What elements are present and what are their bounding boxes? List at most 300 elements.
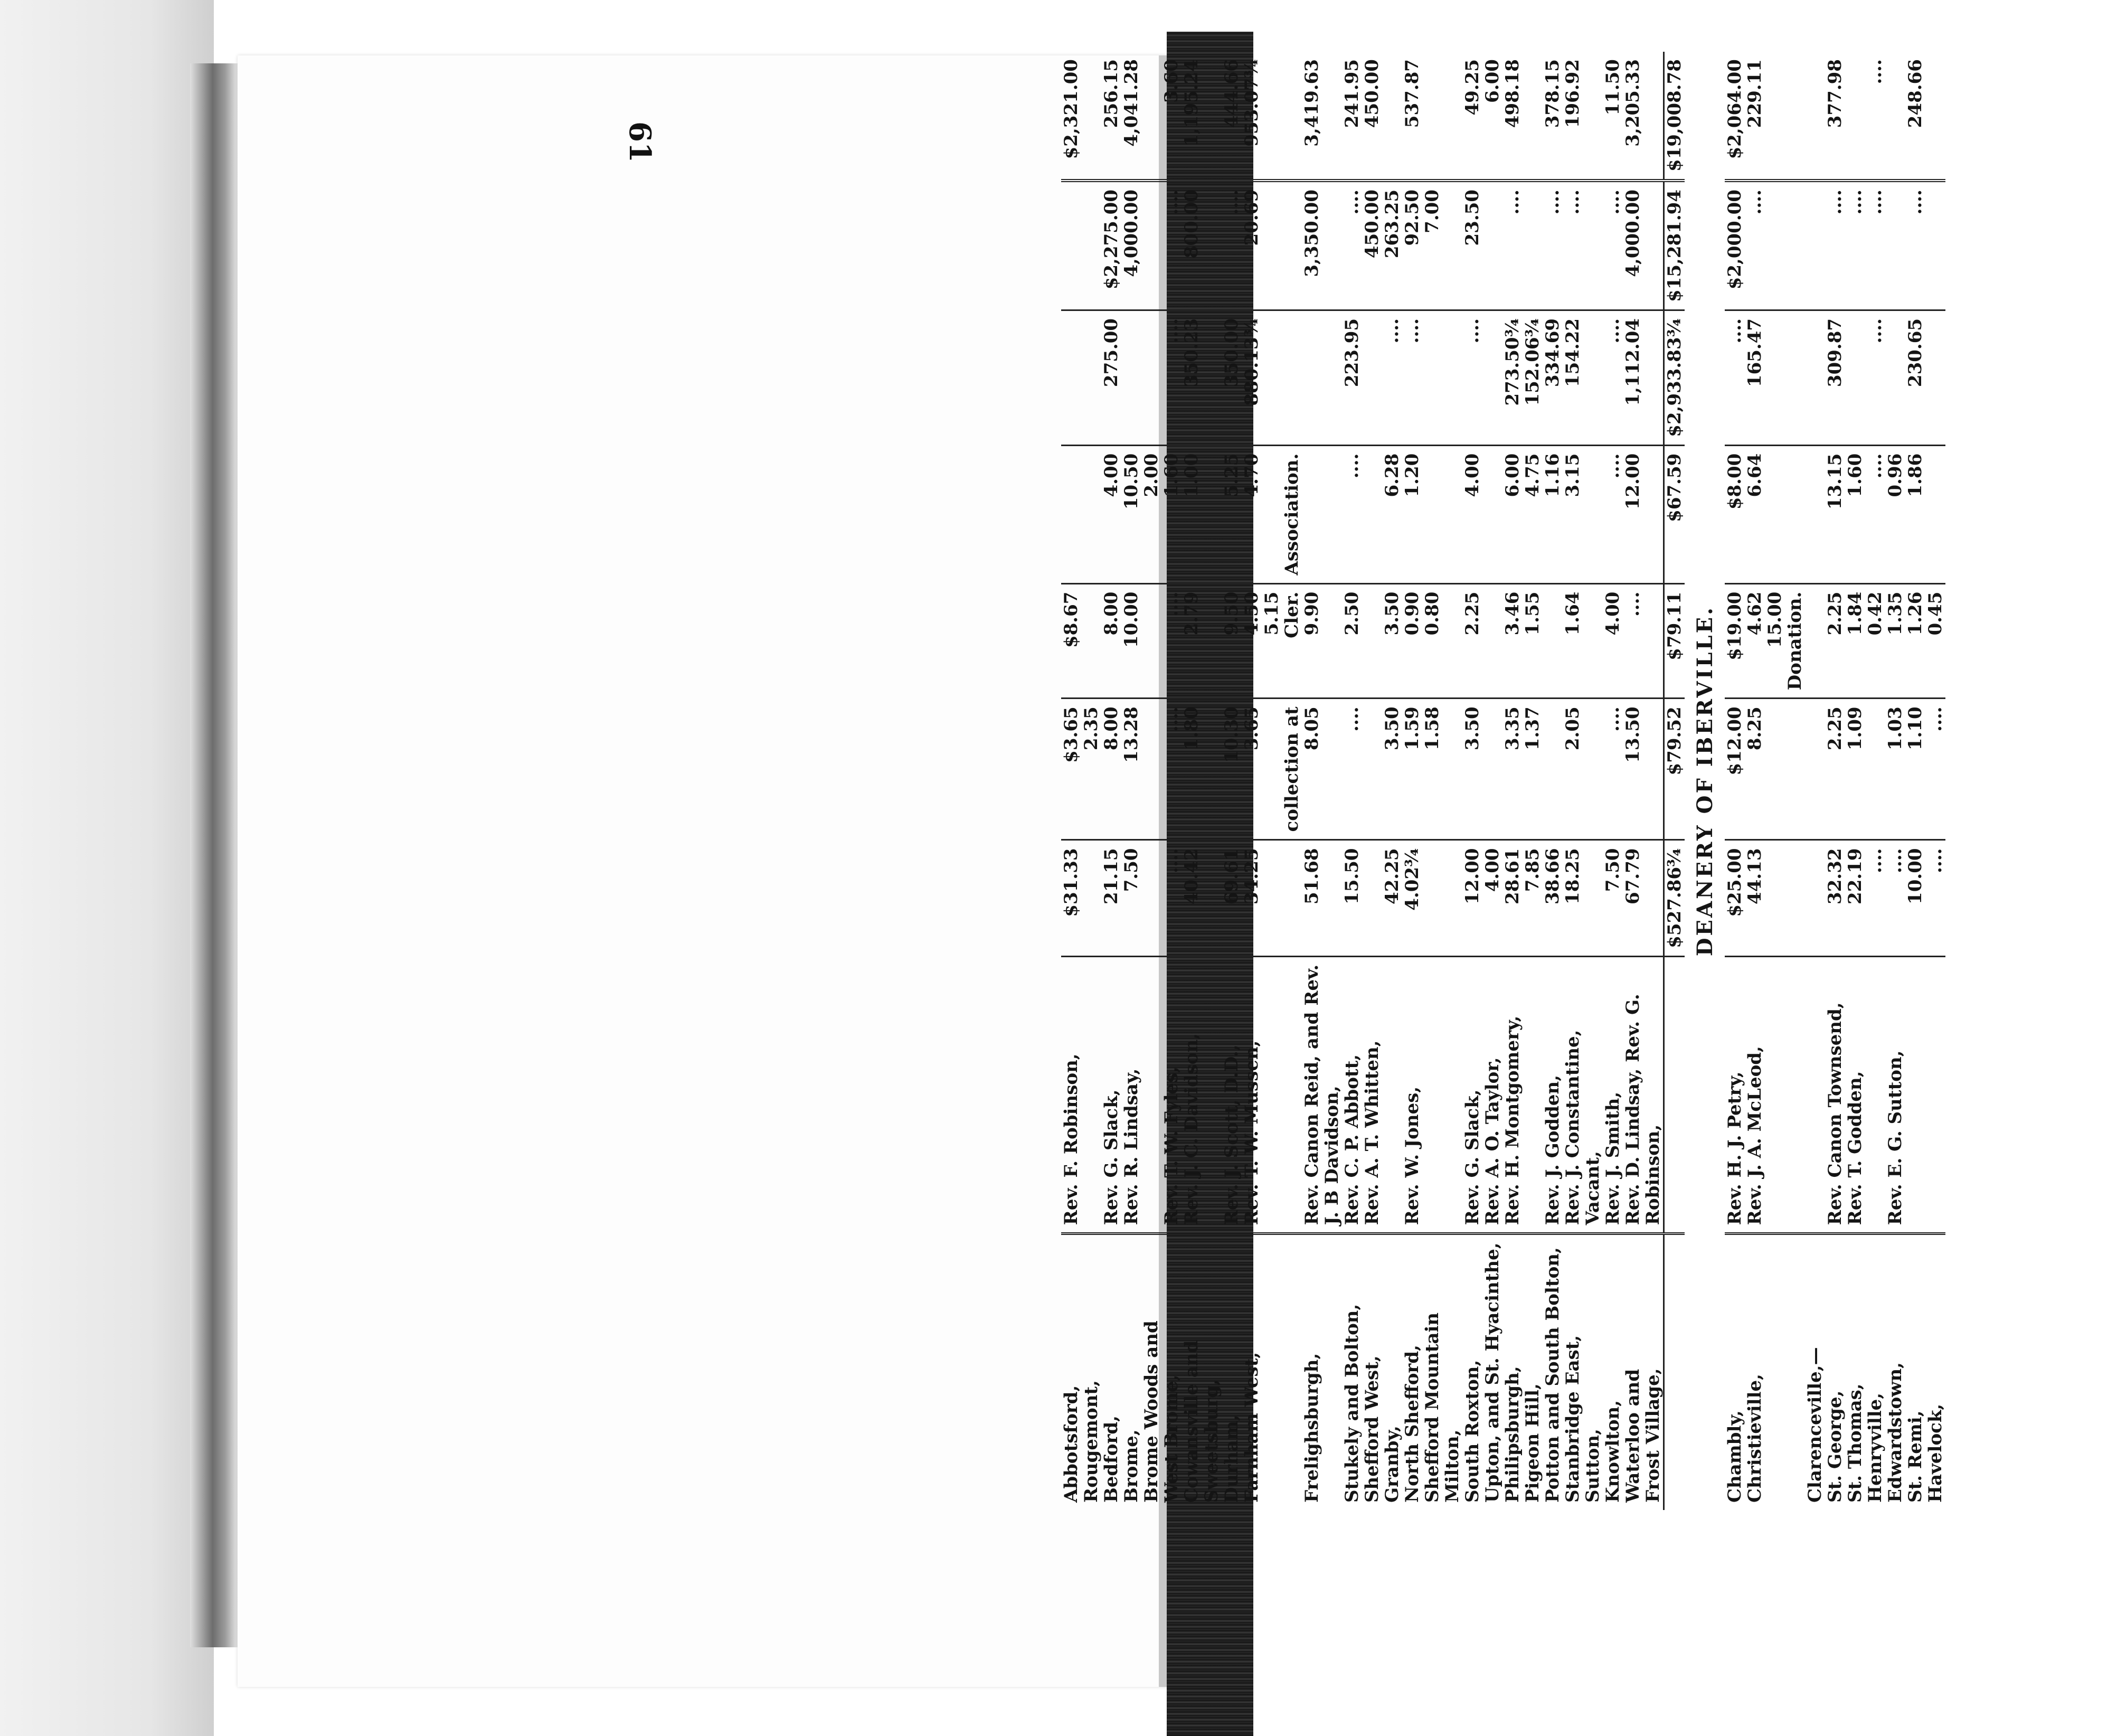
amount-cell-c7 bbox=[1282, 52, 1302, 181]
amount-cell-c6 bbox=[1925, 181, 1945, 310]
amount-cell-c7 bbox=[1765, 52, 1785, 181]
page-number: 61 bbox=[622, 121, 657, 163]
amount-cell-c6 bbox=[1785, 181, 1805, 310]
amount-cell-c7 bbox=[1262, 52, 1282, 181]
amount-cell-c6: .... bbox=[1825, 181, 1845, 310]
amount-cell-c6: 800.00 bbox=[1182, 181, 1202, 310]
amount-cell-c2: 8.00 bbox=[1101, 699, 1121, 840]
amount-cell-c5 bbox=[1845, 310, 1865, 445]
previous-deanery-rows bbox=[1061, 52, 1182, 1510]
amount-cell-c7: 6.00 bbox=[1482, 52, 1502, 181]
table-row bbox=[1242, 52, 1262, 1510]
parish-cell: Frelighsburgh, bbox=[1302, 1234, 1322, 1510]
amount-cell-c4: 4.75 bbox=[1523, 445, 1543, 583]
amount-cell-c7: 377.98 bbox=[1825, 52, 1845, 181]
amount-cell-c1: 44.13 bbox=[1745, 840, 1765, 956]
amount-cell-c1: 21.15 bbox=[1101, 840, 1121, 956]
amount-cell-c6 bbox=[1885, 181, 1905, 310]
amount-cell-c4 bbox=[1362, 445, 1382, 583]
amount-cell-c1: 28.61 bbox=[1502, 840, 1523, 956]
parish-cell: St. George, bbox=[1825, 1234, 1845, 1510]
amount-cell-c1 bbox=[1081, 840, 1101, 956]
amount-cell-c3: 10.00 bbox=[1121, 583, 1141, 699]
amount-cell-c5 bbox=[1805, 310, 1825, 445]
parish-cell: Shefford Mountain bbox=[1422, 1234, 1442, 1510]
parish-cell: Chambly, bbox=[1725, 1234, 1745, 1510]
amount-cell-c4: 4.00 bbox=[1101, 445, 1121, 583]
amount-cell-c3: 0.45 bbox=[1925, 583, 1945, 699]
amount-cell-c4 bbox=[1925, 445, 1945, 583]
amount-cell-c5 bbox=[1583, 310, 1603, 445]
amount-cell-c4 bbox=[1202, 445, 1222, 583]
amount-cell-c7 bbox=[1523, 52, 1543, 181]
deanery-heading: DEANERY OF IBERVILLE. bbox=[1693, 605, 1717, 957]
table-row bbox=[1081, 52, 1101, 1510]
amount-cell-c6: 23.50 bbox=[1462, 181, 1482, 310]
amount-cell-c4: 6.64 bbox=[1745, 445, 1765, 583]
amount-cell-c3: .... bbox=[1623, 583, 1643, 699]
amount-cell-c2: 1.03 bbox=[1885, 699, 1905, 840]
page-sheet bbox=[238, 55, 1169, 1687]
amount-cell-c6 bbox=[1442, 181, 1462, 310]
incumbent-cell: Rev. T. W. Mussen, bbox=[1242, 956, 1262, 1234]
amount-cell-c5: 154.22 bbox=[1563, 310, 1583, 445]
totals-section bbox=[1664, 52, 1725, 1510]
amount-cell-c2: 3.50 bbox=[1462, 699, 1482, 840]
amount-cell-c6: .... bbox=[1543, 181, 1563, 310]
amount-cell-c4: 4.00 bbox=[1462, 445, 1482, 583]
amount-cell-c4 bbox=[1081, 445, 1101, 583]
amount-cell-c4: 1.00 bbox=[1182, 445, 1202, 583]
table-row bbox=[1362, 52, 1382, 1510]
amount-cell-c2: 1.37 bbox=[1523, 699, 1543, 840]
amount-cell-c3 bbox=[1583, 583, 1603, 699]
table-row bbox=[1482, 52, 1502, 1510]
parish-cell: Brome Woods and bbox=[1141, 1234, 1161, 1510]
parish-cell: Granby, bbox=[1382, 1234, 1402, 1510]
amount-cell-c5: 223.95 bbox=[1342, 310, 1362, 445]
amount-cell-c3: 2.79 bbox=[1182, 583, 1202, 699]
amount-cell-c1: 38.66 bbox=[1543, 840, 1563, 956]
amount-cell-c5: 152.06¾ bbox=[1523, 310, 1543, 445]
amount-cell-c1: 10.00 bbox=[1905, 840, 1925, 956]
amount-cell-c7 bbox=[1785, 52, 1805, 181]
amount-cell-c1: 7.50 bbox=[1603, 840, 1623, 956]
amount-cell-c7: .... bbox=[1865, 52, 1885, 181]
table-row bbox=[1543, 52, 1563, 1510]
parish-cell: Edwardstown, bbox=[1885, 1234, 1905, 1510]
amount-cell-c3 bbox=[1141, 583, 1161, 699]
table-row bbox=[1222, 52, 1242, 1510]
amount-cell-c7 bbox=[1322, 52, 1342, 181]
amount-cell-c6 bbox=[1081, 181, 1101, 310]
amount-cell-c6: .... bbox=[1342, 181, 1362, 310]
amount-cell-c3: 15.00 bbox=[1765, 583, 1785, 699]
incumbent-cell bbox=[1202, 956, 1222, 1234]
incumbent-cell: Rev. T. W. Fyles, bbox=[1161, 956, 1182, 1234]
amount-cell-c6: .... bbox=[1563, 181, 1583, 310]
amount-cell-c4: 12.00 bbox=[1623, 445, 1643, 583]
amount-cell-c7: 953.07¾ bbox=[1242, 52, 1262, 181]
amount-cell-c4: 1.86 bbox=[1905, 445, 1925, 583]
amount-cell-c3: 4.62 bbox=[1745, 583, 1765, 699]
table-row bbox=[1583, 52, 1603, 1510]
amount-cell-c2 bbox=[1543, 699, 1563, 840]
parish-cell: Frost Village, bbox=[1643, 1234, 1664, 1510]
parish-cell: Stukely and Bolton, bbox=[1342, 1234, 1362, 1510]
parish-cell: Christieville, bbox=[1745, 1234, 1765, 1510]
parish-cell: Cowansville and bbox=[1182, 1234, 1202, 1510]
amount-cell-c6 bbox=[1523, 181, 1543, 310]
amount-cell-c3 bbox=[1202, 583, 1222, 699]
incumbent-cell: Rev. J. Godden, bbox=[1543, 956, 1563, 1234]
amount-cell-c1: .... bbox=[1865, 840, 1885, 956]
parish-cell: Brome, bbox=[1121, 1234, 1141, 1510]
amount-cell-c7: $2,064.00 bbox=[1725, 52, 1745, 181]
amount-cell-c5 bbox=[1643, 310, 1664, 445]
parish-cell bbox=[1282, 1234, 1302, 1510]
amount-cell-c4: 4.70 bbox=[1242, 445, 1262, 583]
table-row bbox=[1322, 52, 1342, 1510]
incumbent-cell bbox=[1523, 956, 1543, 1234]
amount-cell-c1: 7.85 bbox=[1523, 840, 1543, 956]
amount-cell-c5: 230.65 bbox=[1905, 310, 1925, 445]
table-row bbox=[1182, 52, 1202, 1510]
amount-cell-c2 bbox=[1865, 699, 1885, 840]
amount-cell-c7: 1,195.24 bbox=[1182, 52, 1202, 181]
parish-cell: Waterloo and bbox=[1623, 1234, 1643, 1510]
incumbent-cell: Rev. A. T. Whitten, bbox=[1362, 956, 1382, 1234]
total-c2: $79.52 bbox=[1664, 699, 1685, 840]
parish-cell: West Brome, bbox=[1161, 1234, 1182, 1510]
table-row bbox=[1523, 52, 1543, 1510]
incumbent-cell: Robinson, bbox=[1643, 956, 1664, 1234]
amount-cell-c3: 1.84 bbox=[1845, 583, 1865, 699]
amount-cell-c1: 69.61 bbox=[1222, 840, 1242, 956]
table-row bbox=[1623, 52, 1643, 1510]
amount-cell-c6: .... bbox=[1222, 181, 1242, 310]
amount-cell-c2 bbox=[1583, 699, 1603, 840]
amount-cell-c1 bbox=[1422, 840, 1442, 956]
amount-cell-c5: .... bbox=[1865, 310, 1885, 445]
amount-cell-c6: $2,000.00 bbox=[1725, 181, 1745, 310]
total-c1: $527.86¾ bbox=[1664, 840, 1685, 956]
amount-cell-c4: 10.50 bbox=[1121, 445, 1141, 583]
rotated-table-wrapper bbox=[1061, 59, 2117, 1510]
incumbent-cell: Rev. H. Montgomery, bbox=[1502, 956, 1523, 1234]
amount-cell-c1 bbox=[1322, 840, 1342, 956]
amount-cell-c7: 196.92 bbox=[1563, 52, 1583, 181]
amount-cell-c1 bbox=[1362, 840, 1382, 956]
amount-cell-c5 bbox=[1141, 310, 1161, 445]
amount-cell-c1 bbox=[1262, 840, 1282, 956]
amount-cell-c7 bbox=[1885, 52, 1905, 181]
amount-cell-c4: 1.16 bbox=[1543, 445, 1563, 583]
amount-cell-c5 bbox=[1202, 310, 1222, 445]
parish-cell: Potton and South Bolton, bbox=[1543, 1234, 1563, 1510]
amount-cell-c6: 4,000.00 bbox=[1121, 181, 1141, 310]
amount-cell-c4: 0.96 bbox=[1885, 445, 1905, 583]
amount-cell-c5 bbox=[1482, 310, 1502, 445]
amount-cell-c2: 2.05 bbox=[1563, 699, 1583, 840]
incumbent-cell bbox=[1905, 956, 1925, 1234]
amount-cell-c7: 256.15 bbox=[1101, 52, 1121, 181]
total-c6: $15,281.94 bbox=[1664, 181, 1685, 310]
incumbent-cell: Rev. T. Godden, bbox=[1845, 956, 1865, 1234]
amount-cell-c4 bbox=[1302, 445, 1322, 583]
table-row bbox=[1302, 52, 1322, 1510]
amount-cell-c5 bbox=[1061, 310, 1081, 445]
iberville-rows bbox=[1725, 52, 1945, 1510]
parish-cell: Henryville, bbox=[1865, 1234, 1885, 1510]
amount-cell-c3: 0.90 bbox=[1402, 583, 1422, 699]
incumbent-cell bbox=[1081, 956, 1101, 1234]
amount-cell-c7 bbox=[1643, 52, 1664, 181]
incumbent-cell: Rev. J. Scott, D.D., bbox=[1222, 956, 1242, 1234]
amount-cell-c7: $2,321.00 bbox=[1061, 52, 1081, 181]
amount-cell-c1: 40.42 bbox=[1182, 840, 1202, 956]
amount-cell-c3: 4.00 bbox=[1603, 583, 1623, 699]
table-row bbox=[1382, 52, 1402, 1510]
amount-cell-c2: 1.09 bbox=[1845, 699, 1865, 840]
incumbent-cell bbox=[1262, 956, 1282, 1234]
amount-cell-c2 bbox=[1805, 699, 1825, 840]
amount-cell-c7 bbox=[1202, 52, 1222, 181]
amount-cell-c3: 5.15 bbox=[1262, 583, 1282, 699]
amount-cell-c5: 309.87 bbox=[1825, 310, 1845, 445]
amount-cell-c6: .... bbox=[1865, 181, 1885, 310]
amount-cell-c2: 2.35 bbox=[1081, 699, 1101, 840]
amount-cell-c1: 32.32 bbox=[1825, 840, 1845, 956]
amount-cell-c4: 6.00 bbox=[1502, 445, 1523, 583]
table-row bbox=[1745, 52, 1765, 1510]
amount-cell-c2: 13.50 bbox=[1623, 699, 1643, 840]
amount-cell-c2 bbox=[1362, 699, 1382, 840]
amount-cell-c7: 3,205.33 bbox=[1623, 52, 1643, 181]
table-row bbox=[1825, 52, 1845, 1510]
amount-cell-c3: 9.90 bbox=[1302, 583, 1322, 699]
total-c5: $2,933.83¾ bbox=[1664, 310, 1685, 445]
amount-cell-c3: 2.50 bbox=[1342, 583, 1362, 699]
parish-cell: Abbotsford, bbox=[1061, 1234, 1081, 1510]
amount-cell-c2: 13.28 bbox=[1121, 699, 1141, 840]
parish-cell: Knowlton, bbox=[1603, 1234, 1623, 1510]
amount-cell-c6 bbox=[1583, 181, 1603, 310]
amount-cell-c3 bbox=[1362, 583, 1382, 699]
amount-cell-c5 bbox=[1422, 310, 1442, 445]
incumbent-cell bbox=[1925, 956, 1945, 1234]
amount-cell-c1: .... bbox=[1885, 840, 1905, 956]
amount-cell-c5: 275.00 bbox=[1101, 310, 1121, 445]
table-row bbox=[1563, 52, 1583, 1510]
amount-cell-c2: 10.30 bbox=[1222, 699, 1242, 840]
incumbent-cell bbox=[1805, 956, 1825, 1234]
parish-cell: Sutton, bbox=[1583, 1234, 1603, 1510]
amount-cell-c7: 3,419.63 bbox=[1302, 52, 1322, 181]
amount-cell-c3: 8.00 bbox=[1101, 583, 1121, 699]
amount-cell-c7: 49.25 bbox=[1462, 52, 1482, 181]
parish-ledger-table bbox=[1061, 52, 1945, 1510]
amount-cell-c2: 1.58 bbox=[1422, 699, 1442, 840]
amount-cell-c4 bbox=[1322, 445, 1342, 583]
amount-cell-c1 bbox=[1442, 840, 1462, 956]
amount-cell-c3: 3.46 bbox=[1502, 583, 1523, 699]
amount-cell-c2: .... bbox=[1161, 699, 1182, 840]
amount-cell-c5: .... bbox=[1603, 310, 1623, 445]
amount-cell-c2 bbox=[1262, 699, 1282, 840]
amount-cell-c6: .... bbox=[1845, 181, 1865, 310]
amount-cell-c2: 1.10 bbox=[1905, 699, 1925, 840]
incumbent-cell: Rev. E. G. Sutton, bbox=[1885, 956, 1905, 1234]
amount-cell-c7 bbox=[1382, 52, 1402, 181]
adjacent-page-edge bbox=[0, 0, 214, 1736]
amount-cell-c1: 4.02¾ bbox=[1402, 840, 1422, 956]
amount-cell-c1 bbox=[1282, 840, 1302, 956]
amount-cell-c1: $25.00 bbox=[1725, 840, 1745, 956]
amount-cell-c1: 4.00 bbox=[1482, 840, 1502, 956]
incumbent-cell: J. B Davidson, bbox=[1322, 956, 1342, 1234]
incumbent-cell: Rev. G. Slack, bbox=[1462, 956, 1482, 1234]
table-row bbox=[1805, 52, 1825, 1510]
amount-cell-c2 bbox=[1322, 699, 1342, 840]
table-row bbox=[1845, 52, 1865, 1510]
amount-cell-c5: .... bbox=[1382, 310, 1402, 445]
table-row bbox=[1765, 52, 1785, 1510]
deanery-heading-row bbox=[1685, 52, 1725, 1510]
amount-cell-c5: .... bbox=[1161, 310, 1182, 445]
total-c3: $79.11 bbox=[1664, 583, 1685, 699]
amount-cell-c3 bbox=[1081, 583, 1101, 699]
table-row bbox=[1785, 52, 1805, 1510]
amount-cell-c3 bbox=[1805, 583, 1825, 699]
parish-cell bbox=[1262, 1234, 1282, 1510]
incumbent-cell bbox=[1141, 956, 1161, 1234]
amount-cell-c2 bbox=[1765, 699, 1785, 840]
amount-cell-c6: .... bbox=[1603, 181, 1623, 310]
incumbent-cell: Rev. Canon Townsend, bbox=[1825, 956, 1845, 1234]
amount-cell-c3 bbox=[1442, 583, 1462, 699]
incumbent-cell: Rev. H. J. Petry, bbox=[1725, 956, 1745, 1234]
amount-cell-c4: $8.00 bbox=[1725, 445, 1745, 583]
amount-cell-c7: 248.66 bbox=[1905, 52, 1925, 181]
amount-cell-c7 bbox=[1845, 52, 1865, 181]
table-row bbox=[1462, 52, 1482, 1510]
amount-cell-c4: Association. bbox=[1282, 445, 1302, 583]
amount-cell-c5 bbox=[1785, 310, 1805, 445]
amount-cell-c7 bbox=[1583, 52, 1603, 181]
amount-cell-c6: 92.50 bbox=[1402, 181, 1422, 310]
amount-cell-c7 bbox=[1081, 52, 1101, 181]
amount-cell-c3 bbox=[1322, 583, 1342, 699]
amount-cell-c2: 8.25 bbox=[1745, 699, 1765, 840]
incumbent-cell bbox=[1422, 956, 1442, 1234]
amount-cell-c1: 15.50 bbox=[1342, 840, 1362, 956]
table-row bbox=[1342, 52, 1362, 1510]
amount-cell-c1: 67.79 bbox=[1623, 840, 1643, 956]
amount-cell-c4 bbox=[1643, 445, 1664, 583]
incumbent-cell: Rev. J. Constantine, bbox=[1563, 956, 1583, 1234]
table-row bbox=[1502, 52, 1523, 1510]
parish-cell: Philipsburgh, bbox=[1502, 1234, 1523, 1510]
amount-cell-c5 bbox=[1081, 310, 1101, 445]
amount-cell-c3: .... bbox=[1161, 583, 1182, 699]
parish-cell bbox=[1765, 1234, 1785, 1510]
amount-cell-c3: 2.25 bbox=[1825, 583, 1845, 699]
amount-cell-c2 bbox=[1785, 699, 1805, 840]
amount-cell-c4 bbox=[1583, 445, 1603, 583]
table-row bbox=[1161, 52, 1182, 1510]
amount-cell-c5: 273.50¾ bbox=[1502, 310, 1523, 445]
amount-cell-c4: 2.00 bbox=[1141, 445, 1161, 583]
incumbent-cell: Rev. J. C. Davidson, bbox=[1182, 956, 1202, 1234]
amount-cell-c5 bbox=[1925, 310, 1945, 445]
amount-cell-c4 bbox=[1262, 445, 1282, 583]
amount-cell-c4: 1.60 bbox=[1845, 445, 1865, 583]
amount-cell-c4 bbox=[1765, 445, 1785, 583]
amount-cell-c2: 2.25 bbox=[1825, 699, 1845, 840]
amount-cell-c1: $31.33 bbox=[1061, 840, 1081, 956]
amount-cell-c4 bbox=[1785, 445, 1805, 583]
amount-cell-c3: 0.80 bbox=[1422, 583, 1442, 699]
incumbent-cell: Rev. C. P. Abbott, bbox=[1342, 956, 1362, 1234]
amount-cell-c6: 7.00 bbox=[1422, 181, 1442, 310]
amount-cell-c2: $3.65 bbox=[1061, 699, 1081, 840]
amount-cell-c3: 0.42 bbox=[1865, 583, 1885, 699]
amount-cell-c4: .... bbox=[1603, 445, 1623, 583]
amount-cell-c6: 263.25 bbox=[1382, 181, 1402, 310]
amount-cell-c6: 20.69 bbox=[1242, 181, 1262, 310]
incumbent-cell: Vacant, bbox=[1583, 956, 1603, 1234]
amount-cell-c5 bbox=[1322, 310, 1342, 445]
amount-cell-c6 bbox=[1141, 181, 1161, 310]
incumbent-cell bbox=[1442, 956, 1462, 1234]
amount-cell-c6: .... bbox=[1502, 181, 1523, 310]
amount-cell-c2: 8.05 bbox=[1302, 699, 1322, 840]
amount-cell-c3 bbox=[1543, 583, 1563, 699]
amount-cell-c2: 3.65 bbox=[1242, 699, 1262, 840]
amount-cell-c5 bbox=[1765, 310, 1785, 445]
amount-cell-c4: 1.20 bbox=[1402, 445, 1422, 583]
amount-cell-c1: 7.50 bbox=[1121, 840, 1141, 956]
parish-cell: Rougemont, bbox=[1081, 1234, 1101, 1510]
amount-cell-c3: $19.00 bbox=[1725, 583, 1745, 699]
amount-cell-c3 bbox=[1482, 583, 1502, 699]
parish-cell bbox=[1322, 1234, 1342, 1510]
amount-cell-c7: 3.60 bbox=[1161, 52, 1182, 181]
amount-cell-c1 bbox=[1583, 840, 1603, 956]
amount-cell-c2 bbox=[1482, 699, 1502, 840]
amount-cell-c6 bbox=[1061, 181, 1081, 310]
parish-cell: Upton, and St. Hyacinthe, bbox=[1482, 1234, 1502, 1510]
amount-cell-c1 bbox=[1141, 840, 1161, 956]
totals-row bbox=[1664, 52, 1685, 1510]
table-row bbox=[1603, 52, 1623, 1510]
parish-cell bbox=[1785, 1234, 1805, 1510]
parish-cell: Sweetsburg, bbox=[1202, 1234, 1222, 1510]
amount-cell-c5 bbox=[1282, 310, 1302, 445]
amount-cell-c3: 4.50 bbox=[1242, 583, 1262, 699]
amount-cell-c1 bbox=[1202, 840, 1222, 956]
table-row bbox=[1262, 52, 1282, 1510]
parish-cell: Farnham West, bbox=[1242, 1234, 1262, 1510]
amount-cell-c7: 11.50 bbox=[1603, 52, 1623, 181]
amount-cell-c1 bbox=[1805, 840, 1825, 956]
amount-cell-c2: 1.80 bbox=[1182, 699, 1202, 840]
parish-cell: Milton, bbox=[1442, 1234, 1462, 1510]
amount-cell-c2: 3.50 bbox=[1382, 699, 1402, 840]
amount-cell-c6 bbox=[1482, 181, 1502, 310]
table-row bbox=[1422, 52, 1442, 1510]
